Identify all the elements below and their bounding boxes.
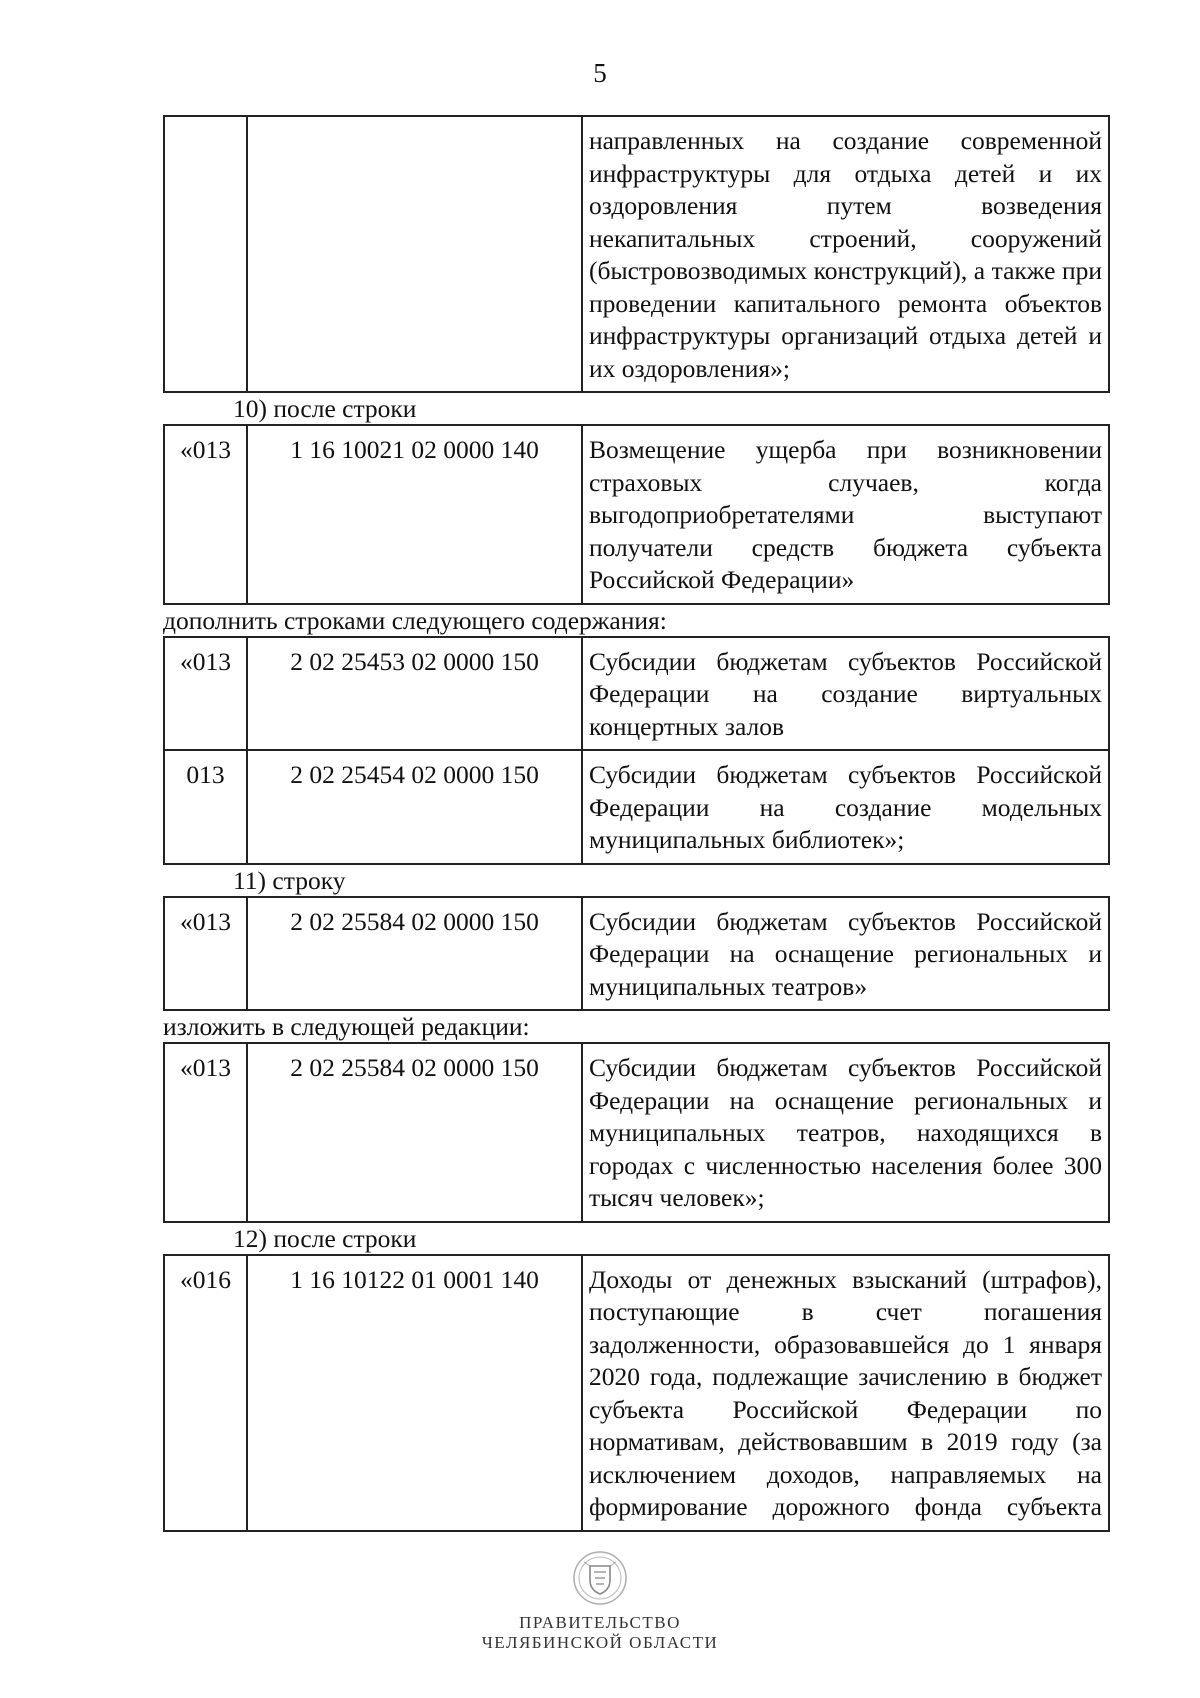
amendment-instruction: 10) после строки [233, 394, 417, 423]
page-number: 5 [593, 58, 607, 88]
budget-code-cell [247, 116, 582, 392]
government-seal-footer [0, 1548, 1200, 1653]
codes-table [163, 896, 1110, 1012]
footer-government-name: ПРАВИТЕЛЬСТВО [519, 1613, 681, 1632]
table-row [164, 116, 1109, 392]
amendment-instruction: 12) после строки [233, 1223, 417, 1253]
admin-code-cell: «013 [164, 637, 247, 751]
income-name-cell: Субсидии бюджетам субъектов Российской Федерации на создание модельных муниципальных библиотек»; [582, 750, 1109, 864]
admin-code-cell: «013 [164, 897, 247, 1011]
table-row [164, 1043, 1109, 1222]
table-row [164, 1255, 1109, 1531]
table-row [164, 637, 1109, 751]
budget-code-cell: 1 16 10122 01 0001 140 [247, 1255, 582, 1531]
admin-code-cell [164, 116, 247, 392]
income-name-cell: направленных на создание современной инфраструктуры для отдыха детей и их оздоровления путем возведения некапитальных строений, сооружений (быстровозводимых конструкций), а также при проведении капитального ремонта объектов инфраструктуры организаций отдыха детей и их оздоровления»; [582, 116, 1109, 392]
budget-code-cell: 2 02 25584 02 0000 150 [247, 1043, 582, 1222]
codes-table [163, 1042, 1110, 1223]
document-body [163, 115, 1110, 1532]
table-row [164, 897, 1109, 1011]
budget-code-cell: 2 02 25453 02 0000 150 [247, 637, 582, 751]
footer-region-name: ЧЕЛЯБИНСКОЙ ОБЛАСТИ [481, 1633, 719, 1652]
admin-code-cell: «013 [164, 425, 247, 604]
amendment-instruction: изложить в следующей редакции: [163, 1012, 530, 1041]
income-name-cell: Доходы от денежных взысканий (штрафов), поступающие в счет погашения задолженности, образовавшейся до 1 января 2020 года, подлежащие зачислению в бюджет субъекта Российской Федерации по нормативам, действовавшим в 2019 году (за исключением доходов, направляемых на формирование дорожного фонда субъекта [582, 1255, 1109, 1531]
table-row [164, 750, 1109, 864]
income-name-cell: Субсидии бюджетам субъектов Российской Федерации на оснащение региональных и муниципальных театров» [582, 897, 1109, 1011]
coat-of-arms-seal-icon [568, 1548, 632, 1608]
admin-code-cell: «013 [164, 1043, 247, 1222]
codes-table [163, 636, 1110, 865]
codes-table [163, 115, 1110, 393]
budget-code-cell: 2 02 25454 02 0000 150 [247, 750, 582, 864]
budget-code-cell: 1 16 10021 02 0000 140 [247, 425, 582, 604]
amendment-instruction: дополнить строками следующего содержания: [163, 605, 667, 635]
income-name-cell: Субсидии бюджетам субъектов Российской Федерации на создание виртуальных концертных залов [582, 637, 1109, 751]
table-row [164, 425, 1109, 604]
income-name-cell: Субсидии бюджетам субъектов Российской Федерации на оснащение региональных и муниципальных театров, находящихся в городах с численностью населения более 300 тысяч человек»; [582, 1043, 1109, 1222]
budget-code-cell: 2 02 25584 02 0000 150 [247, 897, 582, 1011]
admin-code-cell: 013 [164, 750, 247, 864]
income-name-cell: Возмещение ущерба при возникновении страховых случаев, когда выгодоприобретателями выступают получатели средств бюджета субъекта Российской Федерации» [582, 425, 1109, 604]
admin-code-cell: «016 [164, 1255, 247, 1531]
codes-table [163, 424, 1110, 605]
amendment-instruction: 11) строку [233, 865, 346, 895]
codes-table [163, 1254, 1110, 1532]
